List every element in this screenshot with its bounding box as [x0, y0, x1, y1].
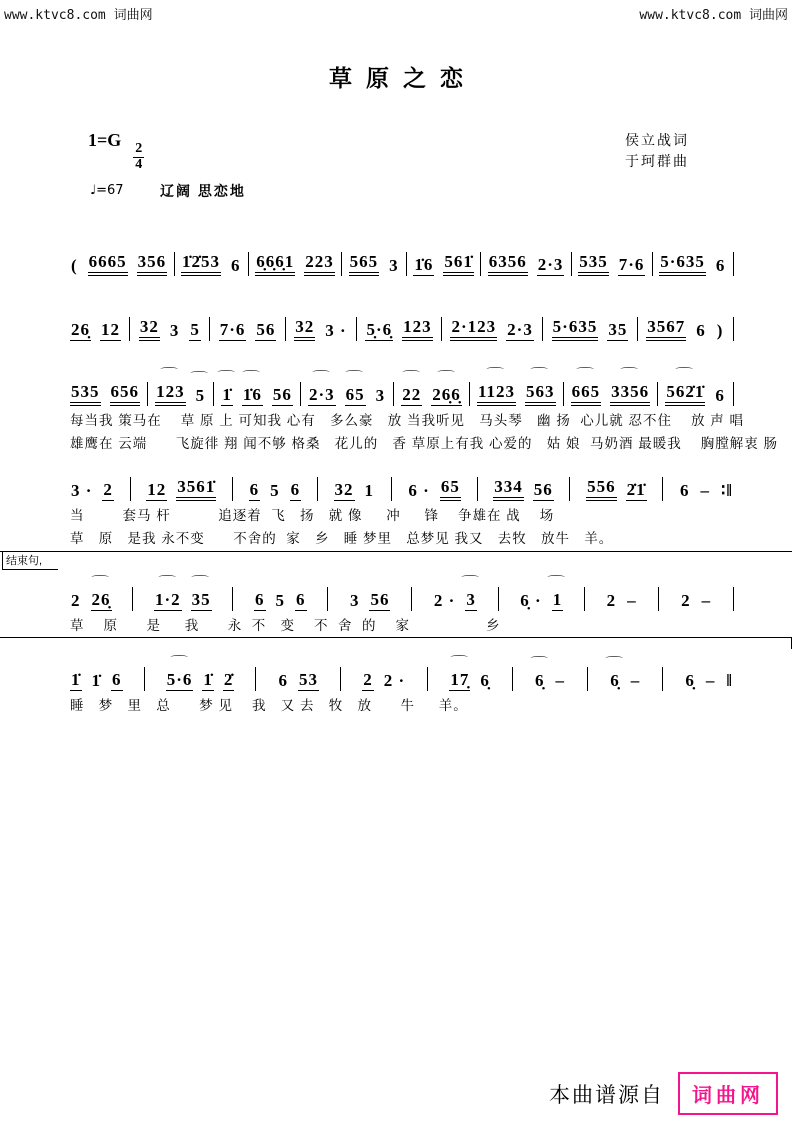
barline — [391, 477, 392, 501]
barline — [427, 667, 428, 691]
notation-system — [70, 367, 779, 452]
note-group: 35 — [608, 320, 628, 340]
note-group: 2̇ — [223, 670, 234, 690]
note-group: 2·3 — [507, 320, 533, 340]
barline — [662, 477, 663, 501]
note-group: ‖ — [726, 671, 733, 691]
note-group: 565 — [349, 252, 380, 276]
note-group: ⌒ 1̇ — [221, 385, 233, 406]
measure — [254, 590, 307, 611]
note-group: ( — [71, 256, 78, 276]
note-group: 6356 — [488, 252, 528, 276]
lyrics-row: 草 原 是 我 永 不 变 不 舍 的 家 乡 — [70, 618, 501, 633]
staff-line — [70, 237, 734, 276]
lyricist-credit: 侯立战词 — [625, 134, 689, 149]
barline — [255, 667, 256, 691]
measure — [488, 252, 565, 276]
note-group: 3 · — [71, 481, 93, 501]
final-system-rule — [0, 637, 792, 638]
note-group: 6 — [249, 480, 260, 500]
lyrics-row: 草 原 是我 永不变 不舍的 家 乡 睡 梦里 总梦见 我又 去牧 放牛 羊。 — [70, 531, 614, 546]
note-group: 2 — [103, 480, 113, 500]
barline — [341, 252, 342, 276]
note-group: 1̇6 — [414, 255, 434, 275]
note-group: 6 — [290, 480, 301, 500]
lyrics-row: 雄鹰在 云端 飞旋徘 翔 闻不够 格桑 花儿的 香 草原上有我 心爱的 姑 娘 马奶酒 最暖我 胸膛解衷 肠 — [70, 436, 779, 451]
barline — [662, 667, 663, 691]
measure — [571, 382, 651, 406]
note-group: ⌒ 5·6 — [166, 670, 194, 691]
measure — [249, 480, 302, 501]
note-group: 2 — [71, 591, 81, 611]
measure — [433, 590, 477, 611]
note-group: – — [630, 671, 641, 691]
note-group: 3567 — [646, 317, 686, 341]
note-group: 6665 — [88, 252, 128, 276]
note-group: 6 · — [408, 481, 430, 501]
note-group: 5 — [190, 320, 200, 340]
measure — [221, 385, 293, 406]
measure — [609, 671, 641, 691]
lyrics-row: 睡 梦 里 总 梦 见 我 又 去 牧 放 牛 羊。 — [70, 698, 468, 713]
expression-marking: 辽阔 思恋地 — [160, 183, 246, 199]
measure — [278, 670, 320, 691]
staff-line — [70, 652, 734, 691]
note-group: 56 — [272, 385, 292, 405]
note-group: ⌒ 3 — [465, 590, 477, 611]
barline — [469, 382, 470, 406]
time-signature-denominator: 4 — [135, 156, 143, 172]
measure — [139, 317, 201, 341]
barline — [652, 252, 653, 276]
note-group: 123 — [402, 317, 433, 341]
barline — [144, 667, 145, 691]
note-group: ⌒ 35 — [191, 590, 212, 611]
note-group: 7·6 — [618, 255, 645, 275]
barline — [213, 382, 214, 406]
watermark-left: www.ktvc8.com 词曲网 — [4, 8, 153, 23]
barline — [285, 317, 286, 341]
measure — [413, 252, 474, 276]
note-group: ⌒ 1·2 — [154, 590, 182, 611]
measure — [665, 382, 726, 406]
note-group: 12 — [101, 320, 120, 340]
note-group: 223 — [304, 252, 335, 276]
measure — [349, 590, 391, 611]
measure — [219, 320, 277, 341]
note-group: 2 · — [383, 671, 406, 691]
barline — [480, 252, 481, 276]
notation-system — [70, 237, 734, 276]
note-group: 6 — [278, 671, 289, 691]
measure — [334, 480, 376, 501]
barline — [512, 667, 513, 691]
measure — [365, 317, 432, 341]
measure — [407, 477, 460, 501]
composer-credit: 于珂群曲 — [625, 155, 689, 170]
note-group: 6̣ — [685, 671, 695, 691]
note-group: 2 — [681, 591, 691, 611]
measure — [154, 590, 212, 611]
note-group: ⌒ 1 — [552, 590, 564, 611]
footer-brand-badge[interactable]: 词曲网 — [678, 1072, 778, 1115]
note-group: 3 · — [325, 321, 347, 341]
measure — [146, 477, 216, 501]
note-group: 334 — [493, 477, 524, 501]
note-group: 5·635 — [659, 252, 706, 276]
measure — [493, 477, 554, 501]
key-label: 1=G — [88, 130, 122, 150]
measure — [70, 320, 121, 341]
staff-line — [70, 462, 734, 501]
note-group: 56 — [533, 480, 553, 500]
barline — [563, 382, 564, 406]
measure — [534, 671, 566, 691]
note-group: 1̇ — [203, 670, 213, 690]
note-group: 12 — [147, 480, 167, 500]
barline — [317, 477, 318, 501]
note-group: 1̇ — [91, 671, 101, 691]
note-group: 2̇1̇ — [626, 480, 646, 500]
note-group: – — [627, 591, 637, 611]
barline — [733, 382, 734, 406]
note-group: ⌒ 562̇1̇ — [665, 382, 705, 406]
note-group: – — [555, 671, 566, 691]
measure — [349, 252, 400, 276]
measure — [70, 480, 114, 501]
barline — [733, 317, 734, 341]
note-group: 7·6 — [219, 320, 246, 340]
note-group: 535 — [70, 382, 101, 406]
score — [70, 0, 779, 1121]
note-group: 2 — [606, 591, 617, 611]
barline — [587, 667, 588, 691]
note-group: 5 — [270, 481, 280, 501]
measure — [586, 477, 647, 501]
song-title: 草原之恋 — [329, 66, 477, 91]
measure — [578, 252, 645, 276]
note-group: 6̣ — [480, 671, 490, 691]
ending-section-label: 结束句, — [2, 551, 58, 570]
notation-system — [70, 572, 734, 634]
note-group: 6 — [715, 256, 726, 276]
note-group: 6 — [296, 590, 306, 610]
note-group: 5·635 — [552, 317, 599, 341]
barline — [411, 587, 412, 611]
footer-source-text: 本曲谱源自 — [549, 1083, 664, 1107]
note-group: 56 — [256, 320, 276, 340]
note-group: ⌒ 5 — [195, 386, 207, 406]
note-group: ∶‖ — [720, 481, 733, 501]
barline — [232, 477, 233, 501]
measure — [362, 670, 406, 691]
measure — [70, 252, 167, 276]
note-group: 56 — [370, 590, 390, 610]
note-group: 556 — [586, 477, 617, 501]
note-group: 2·123 — [450, 317, 497, 341]
staff-line — [70, 302, 734, 341]
note-group: 6 — [696, 321, 706, 341]
measure — [155, 382, 206, 406]
note-group: ) — [716, 321, 724, 341]
measure — [449, 670, 491, 691]
measure — [255, 252, 335, 276]
measure — [519, 590, 563, 611]
note-group: – — [700, 481, 710, 501]
note-group: 561̇ — [443, 252, 474, 276]
note-group: ⌒ 1123 — [477, 382, 516, 406]
note-group: 3 — [349, 591, 360, 611]
measure — [552, 317, 629, 341]
barline — [637, 317, 638, 341]
note-group: 6 — [679, 481, 690, 501]
note-group: ⌒ 3356 — [610, 382, 650, 406]
barline — [340, 667, 341, 691]
barline — [393, 382, 394, 406]
note-group: 6 — [230, 256, 241, 276]
barline — [477, 477, 478, 501]
measure — [401, 385, 462, 406]
notation-system — [70, 302, 734, 341]
note-group: – — [701, 591, 712, 611]
footer — [549, 1072, 778, 1115]
note-group: 6 — [715, 386, 725, 406]
measure — [70, 670, 123, 691]
ending-section-rule — [0, 551, 792, 552]
note-group: ⌒ 6̣ — [609, 671, 621, 691]
barline — [147, 382, 148, 406]
barline — [248, 252, 249, 276]
note-group: – — [705, 671, 716, 691]
note-group: ⌒ 2·3 — [308, 385, 336, 406]
measure — [680, 591, 712, 611]
note-group: ⌒ 22 — [401, 385, 422, 406]
measure — [70, 382, 140, 406]
barline — [657, 382, 658, 406]
note-group: 1̇2̇53 — [181, 252, 221, 276]
measure — [679, 481, 734, 501]
barline — [406, 252, 407, 276]
note-group: 32 — [334, 480, 354, 500]
note-group: 1̇ — [71, 670, 81, 690]
barline — [356, 317, 357, 341]
note-group: 6̣6̣6̣1 — [255, 252, 295, 276]
measure — [70, 590, 112, 611]
note-group: 356 — [137, 252, 168, 276]
measure — [684, 671, 734, 691]
note-group: 3561̇ — [176, 477, 216, 501]
note-group: ⌒ 17̣ — [449, 670, 470, 691]
note-group: 6 — [112, 670, 122, 690]
note-group: 2·3 — [537, 255, 564, 275]
measure — [450, 317, 533, 341]
staff-line — [70, 572, 734, 611]
measure — [308, 385, 386, 406]
notation-system — [70, 462, 734, 547]
barline — [542, 317, 543, 341]
measure — [659, 252, 726, 276]
barline — [571, 252, 572, 276]
barline — [733, 252, 734, 276]
barline — [584, 587, 585, 611]
note-group: ⌒ 26̣6̣ — [431, 385, 462, 406]
note-group: ⌒ 65 — [345, 385, 366, 406]
note-group: ⌒ 26̣ — [91, 590, 112, 611]
note-group: ⌒ 1̇6 — [242, 385, 263, 406]
note-group: 26̣ — [71, 320, 90, 340]
barline — [733, 587, 734, 611]
note-group: 32 — [139, 317, 160, 341]
lyrics-row: 每当我 策马在 草 原 上 可知我 心有 多么豪 放 当我听见 马头琴 幽 扬 心儿就 忍不住 放 声 唱 — [70, 413, 745, 428]
measure — [646, 317, 724, 341]
watermark-right: www.ktvc8.com 词曲网 — [639, 8, 788, 23]
barline — [174, 252, 175, 276]
staff-line — [70, 367, 734, 406]
measure — [477, 382, 556, 406]
note-group: 32 — [294, 317, 315, 341]
note-group: ⌒ 123 — [155, 382, 186, 406]
note-group: 65 — [440, 477, 461, 501]
lyrics-row: 当 套马 杆 追逐着 飞 扬 就 像 冲 锋 争雄在 战 场 — [70, 508, 555, 523]
note-group: 656 — [110, 382, 141, 406]
note-group: ⌒ 563 — [525, 382, 556, 406]
note-group: 535 — [578, 252, 609, 276]
barline — [132, 587, 133, 611]
barline — [569, 477, 570, 501]
barline — [129, 317, 130, 341]
measure — [181, 252, 242, 276]
barline — [300, 382, 301, 406]
notation-system — [70, 652, 734, 714]
barline — [327, 587, 328, 611]
barline — [209, 317, 210, 341]
note-group: 6 — [255, 590, 265, 610]
note-group: 5 — [275, 591, 286, 611]
barline — [130, 477, 131, 501]
note-group: 3 — [375, 386, 386, 406]
note-group: 2 — [363, 670, 373, 690]
time-signature-numerator: 2 — [135, 141, 143, 156]
note-group: 53 — [299, 670, 319, 690]
note-group: 3 — [389, 256, 399, 276]
measure — [294, 317, 347, 341]
barline — [658, 587, 659, 611]
measure — [166, 670, 235, 691]
barline — [232, 587, 233, 611]
measure — [606, 591, 638, 611]
note-group: 5̣·6̣ — [366, 320, 393, 340]
tempo-marking: ♩=67 — [90, 183, 124, 198]
note-group: 6̣ · — [520, 591, 542, 611]
barline — [441, 317, 442, 341]
note-group: ⌒ 6̣ — [534, 671, 546, 691]
note-group: 1 — [364, 481, 375, 501]
barline — [498, 587, 499, 611]
note-group: 2 · — [433, 591, 456, 611]
note-group: 3 — [169, 321, 180, 341]
note-group: ⌒ 665 — [571, 382, 602, 406]
